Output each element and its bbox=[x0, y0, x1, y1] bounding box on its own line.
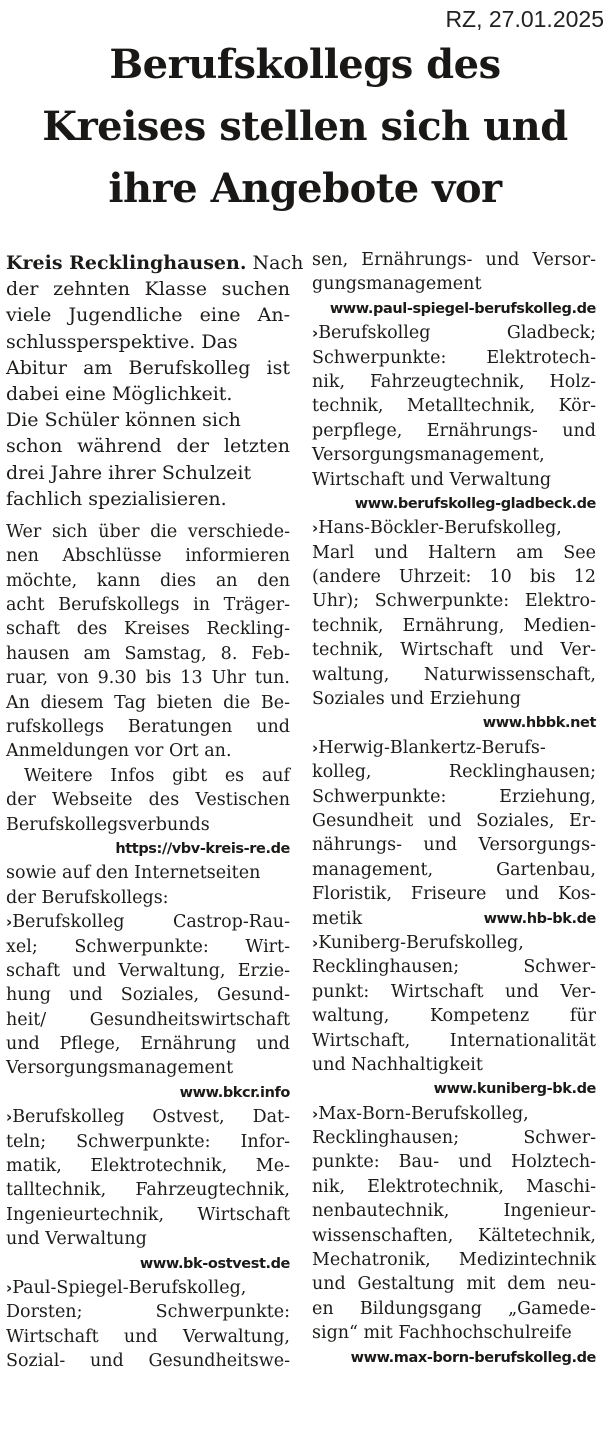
text-line: en Bildungsgang „Gamede- bbox=[312, 1298, 596, 1319]
lead-line: Abitur am Berufskolleg ist bbox=[6, 356, 290, 379]
text-line: technik, Wirtschaft und Ver- bbox=[312, 640, 596, 661]
text-line: Gesundheit und Soziales, Er- bbox=[312, 810, 596, 831]
school-entry-boeckler: ›Hans-Böckler-Berufskolleg, Marl und Haltern am See (andere Uhrzeit: 10 bis 12 Uhr); Schwerpunkte: Elektro- technik, Ernährung, Medien- technik, Wirtschaft und Ver- waltung, Naturwissenschaft, Soziales und Erziehung www.hbbk.net bbox=[312, 516, 596, 736]
text-line: punkt: Wirtschaft und Ver- bbox=[312, 981, 596, 1002]
text-line: schaft des Kreises Reckling- bbox=[6, 619, 290, 640]
text-line: An diesem Tag bieten die Be- bbox=[6, 692, 290, 713]
website-link[interactable]: https://vbv-kreis-re.de bbox=[115, 840, 290, 857]
text-line: Versorgungsmanagement bbox=[6, 1058, 234, 1079]
text-line: Schwerpunkte: Elektrotech- bbox=[312, 347, 596, 368]
text-line: heit/ Gesundheitswirtschaft bbox=[6, 1009, 290, 1030]
lead-line: schlussperspektive. Das bbox=[6, 330, 238, 353]
text-line: Sozial- und Gesundheitswe- bbox=[6, 1351, 290, 1372]
lead-line: dabei eine Möglichkeit. bbox=[6, 382, 233, 405]
date-stamp: RZ, 27.01.2025 bbox=[445, 6, 604, 32]
headline bbox=[0, 34, 610, 220]
text-line: hung und Soziales, Gesund- bbox=[6, 985, 290, 1006]
text-line: der Webseite des Vestischen bbox=[6, 790, 290, 811]
text-line: acht Berufskollegs in Träger- bbox=[6, 595, 290, 616]
text-line: schaft und Verwaltung, Erzie- bbox=[6, 960, 290, 981]
headline-line: Kreises stellen sich und bbox=[42, 103, 568, 150]
text-line: und Pflege, Ernährung und bbox=[6, 1034, 290, 1055]
text-line: Berufskollegsverbunds bbox=[6, 814, 210, 835]
text-line: nährungs- und Versorgungs- bbox=[312, 835, 596, 856]
school-entry-castrop: ›Berufskolleg Castrop-Rau- xel; Schwerpunkte: Wirt- schaft und Verwaltung, Erzie- hung und Soziales, Gesund- heit/ Gesundheitswirtschaft und Pflege, Ernährung und Versorgungsmanagement www.bkcr.info bbox=[6, 910, 290, 1105]
text-line: technik, Ernährung, Medien- bbox=[312, 615, 596, 636]
lead-line: der zehnten Klasse suchen bbox=[6, 278, 290, 301]
school-entry-ostvest: ›Berufskolleg Ostvest, Dat- teln; Schwerpunkte: Infor- matik, Elektrotechnik, Me- talltechnik, Fahrzeugtechnik, Ingenieurtechnik, Wirtschaft und Verwaltung www.bk-ostvest.de bbox=[6, 1105, 290, 1276]
website-link[interactable]: www.paul-spiegel-berufskolleg.de bbox=[329, 300, 596, 317]
text-line: Marl und Haltern am See bbox=[312, 542, 596, 563]
website-link[interactable]: www.hb-bk.de bbox=[483, 910, 596, 927]
lead-line: Nach bbox=[252, 252, 304, 274]
text-line: Uhr); Schwerpunkte: Elektro- bbox=[312, 591, 596, 612]
text-line: Wer sich über die verschiede- bbox=[6, 521, 290, 542]
text-line: Floristik, Friseure und Kos- bbox=[312, 884, 596, 905]
text-line: perpflege, Ernährungs- und bbox=[312, 420, 596, 441]
text-line: Wirtschaft und Verwaltung, bbox=[6, 1326, 290, 1347]
text-line: management, Gartenbau, bbox=[312, 859, 596, 880]
text-line: sen, Ernährungs- und Versor- bbox=[312, 250, 596, 270]
text-line: xel; Schwerpunkte: Wirt- bbox=[6, 936, 290, 957]
text-line: und Verwaltung bbox=[6, 1229, 147, 1250]
text-line: (andere Uhrzeit: 10 bis 12 bbox=[312, 567, 596, 588]
website-link[interactable]: www.berufskolleg-gladbeck.de bbox=[354, 495, 596, 512]
school-entry-spiegel-cont bbox=[312, 248, 596, 321]
chevron-right-icon: › bbox=[312, 324, 319, 343]
text-line: Wirtschaft und Verwaltung bbox=[312, 469, 552, 490]
text-line: und Nachhaltigkeit bbox=[312, 1054, 483, 1075]
school-entry-gladbeck: ›Berufskolleg Gladbeck; Schwerpunkte: Elektrotech- nik, Fahrzeugtechnik, Holz- technik, Metalltechnik, Kör- perpflege, Ernährungs- und Versorgungsmanagement, Wirtschaft und Verwaltung www.berufskolleg-gladbeck.de bbox=[312, 321, 596, 516]
chevron-right-icon: › bbox=[6, 1278, 13, 1297]
text-line: technik, Metalltechnik, Kör- bbox=[312, 396, 596, 417]
article-column-left bbox=[6, 250, 304, 1374]
text-line: matik, Elektrotechnik, Me- bbox=[6, 1156, 290, 1177]
website-link[interactable]: www.bkcr.info bbox=[179, 1084, 290, 1101]
headline-line: ihre Angebote vor bbox=[108, 165, 502, 212]
website-link[interactable]: www.bk-ostvest.de bbox=[139, 1255, 290, 1272]
text-line: Wirtschaft, Internationalität bbox=[312, 1030, 596, 1051]
text-line: möchte, kann dies an den bbox=[6, 570, 290, 591]
text-line: Weitere Infos gibt es auf bbox=[24, 765, 290, 786]
text-line: nik, Elektrotechnik, Maschi- bbox=[312, 1176, 596, 1197]
text-line: kolleg, Recklinghausen; bbox=[312, 762, 596, 783]
paragraph bbox=[6, 861, 290, 910]
headline-line: Berufskollegs des bbox=[109, 41, 501, 88]
school-entry-maxborn: ›Max-Born-Berufskolleg, Recklinghausen; Schwer- punkte: Bau- und Holztech- nik, Elektrotechnik, Maschi- nenbautechnik, Ingenieur- wissenschaften, Kältetechnik, Mechatronik, Medizintechnik und Gestaltung mit dem neu- en Bildungsgang „Gamede- sign“ mit Fachhochschulreife www.max-born-berufskolleg.de bbox=[312, 1102, 596, 1370]
text-line: ruar, von 9.30 bis 13 Uhr tun. bbox=[6, 668, 290, 689]
text-line: der Berufskollegs: bbox=[6, 887, 169, 908]
text-line: Recklinghausen; Schwer- bbox=[312, 1128, 596, 1149]
text-line: hausen am Samstag, 8. Feb- bbox=[6, 643, 290, 664]
text-line: rufskollegs Beratungen und bbox=[6, 717, 290, 737]
text-line: punkte: Bau- und Holztech- bbox=[312, 1152, 596, 1173]
lead-line: Die Schüler können sich bbox=[6, 409, 241, 432]
dateline: Kreis Recklinghausen. bbox=[6, 252, 247, 274]
paragraph bbox=[6, 764, 290, 837]
text-line: Recklinghausen; Schwer- bbox=[312, 957, 596, 978]
text-line: nen Abschlüsse informieren bbox=[6, 546, 290, 567]
chevron-right-icon: › bbox=[6, 1108, 13, 1127]
text-line: talltechnik, Fahrzeugtechnik, bbox=[6, 1180, 290, 1201]
text-line: Soziales und Erziehung bbox=[312, 689, 521, 710]
text-line: metik bbox=[312, 908, 363, 929]
text-line: waltung, Naturwissenschaft, bbox=[312, 664, 596, 685]
text-line: Schwerpunkte: Erziehung, bbox=[312, 786, 596, 807]
school-entry-herwig: ›Herwig-Blankertz-Berufs- kolleg, Recklinghausen; Schwerpunkte: Erziehung, Gesundheit und Soziales, Er- nährungs- und Versorgungs- management, Gartenbau, Floristik, Friseure und Kos- metik www.hb-bk.de bbox=[312, 736, 596, 931]
lead-line: viele Jugendliche eine An- bbox=[6, 304, 290, 327]
text-line: Mechatronik, Medizintechnik bbox=[312, 1250, 596, 1271]
text-line: nik, Fahrzeugtechnik, Holz- bbox=[312, 371, 596, 392]
text-line: Anmeldungen vor Ort an. bbox=[6, 741, 232, 762]
article-column-right bbox=[312, 248, 596, 1370]
chevron-right-icon: › bbox=[312, 1104, 319, 1123]
lead-paragraph bbox=[6, 250, 304, 512]
website-link[interactable]: www.hbbk.net bbox=[482, 715, 596, 732]
text-line: sowie auf den Internetseiten bbox=[6, 863, 261, 884]
school-entry-spiegel: ›Paul-Spiegel-Berufskolleg, Dorsten; Schwerpunkte: Wirtschaft und Verwaltung, Sozial- und Gesundheitswe- bbox=[6, 1276, 290, 1374]
chevron-right-icon: › bbox=[6, 913, 13, 932]
text-line: und Gestaltung mit dem neu- bbox=[312, 1274, 596, 1295]
text-line: Versorgungsmanagement, bbox=[312, 445, 545, 466]
paragraph bbox=[6, 520, 290, 764]
text-line: teln; Schwerpunkte: Infor- bbox=[6, 1131, 290, 1152]
text-line: nenbautechnik, Ingenieur- bbox=[312, 1201, 596, 1222]
website-link[interactable]: www.max-born-berufskolleg.de bbox=[350, 1349, 596, 1366]
chevron-right-icon: › bbox=[312, 738, 319, 757]
text-line: wissenschaften, Kältetechnik, bbox=[312, 1225, 596, 1246]
text-line: Dorsten; Schwerpunkte: bbox=[6, 1302, 290, 1323]
chevron-right-icon: › bbox=[312, 519, 319, 538]
school-entry-kuniberg: ›Kuniberg-Berufskolleg, Recklinghausen; Schwer- punkt: Wirtschaft und Ver- waltung, Kompetenz für Wirtschaft, Internationalität und Nachhaltigkeit www.kuniberg-bk.de bbox=[312, 931, 596, 1102]
chevron-right-icon: › bbox=[312, 933, 319, 952]
lead-line: schon während der letzten bbox=[6, 435, 290, 458]
website-link[interactable]: www.kuniberg-bk.de bbox=[433, 1081, 596, 1098]
lead-line: fachlich spezialisieren. bbox=[6, 487, 227, 510]
text-line: gungsmanagement bbox=[312, 274, 482, 295]
text-line: sign“ mit Fachhochschulreife bbox=[312, 1323, 572, 1344]
text-line: Ingenieurtechnik, Wirtschaft bbox=[6, 1204, 290, 1225]
lead-line: drei Jahre ihrer Schulzeit bbox=[6, 461, 252, 484]
text-line: waltung, Kompetenz für bbox=[312, 1006, 596, 1027]
